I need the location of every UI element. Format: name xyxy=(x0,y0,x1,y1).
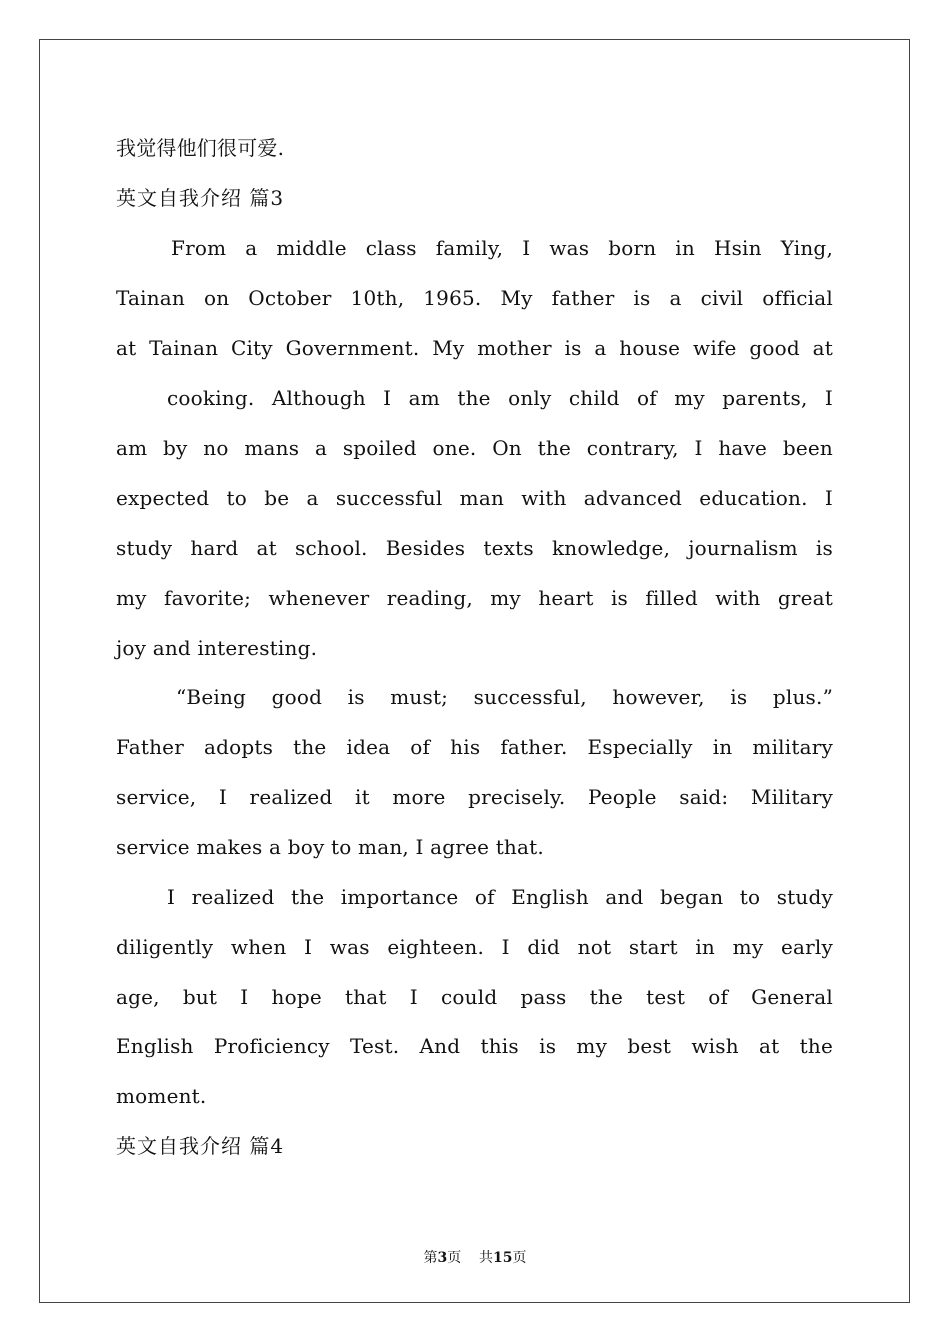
paragraph-1-line-9: joy and interesting. xyxy=(116,636,318,660)
footer-total-suffix: 页 xyxy=(512,1250,527,1266)
section-heading-4: 英文自我介绍 篇4 xyxy=(116,1134,285,1158)
section-heading-3: 英文自我介绍 篇3 xyxy=(116,186,285,210)
paragraph-1-line-7: study hard at school. Besides texts knowledge, journalism is xyxy=(116,536,833,560)
paragraph-2-line-1: “Being good is must; successful, however, is plus.” xyxy=(176,685,833,709)
paragraph-1-line-8: my favorite; whenever reading, my heart is filled with great xyxy=(116,586,833,610)
paragraph-1-line-2: Tainan on October 10th, 1965. My father is a civil official xyxy=(116,286,833,310)
footer-total-pages: 15 xyxy=(493,1250,513,1266)
footer-total-prefix: 共 xyxy=(479,1250,494,1266)
paragraph-2-line-3: service, I realized it more precisely. People said: Military xyxy=(116,785,833,809)
paragraph-1-line-3: at Tainan City Government. My mother is a house wife good at xyxy=(116,336,833,360)
page-footer xyxy=(0,1247,950,1267)
paragraph-3-line-5: moment. xyxy=(116,1084,207,1108)
paragraph-2-line-4: service makes a boy to man, I agree that. xyxy=(116,835,544,859)
paragraph-1-line-5: am by no mans a spoiled one. On the contrary, I have been xyxy=(116,436,833,460)
paragraph-3-line-3: age, but I hope that I could pass the test of General xyxy=(116,985,833,1009)
paragraph-2-line-2: Father adopts the idea of his father. Especially in military xyxy=(116,735,833,759)
paragraph-1-line-6: expected to be a successful man with advanced education. I xyxy=(116,486,833,510)
paragraph-1-line-1: From a middle class family, I was born in Hsin Ying, xyxy=(171,236,833,260)
text-line-chinese: 我觉得他们很可爱. xyxy=(116,136,285,160)
footer-page-suffix: 页 xyxy=(447,1250,462,1266)
paragraph-3-line-4: English Proficiency Test. And this is my best wish at the xyxy=(116,1034,833,1058)
footer-page-prefix: 第 xyxy=(423,1250,438,1266)
footer-page-number: 3 xyxy=(437,1250,448,1266)
paragraph-1-line-4: cooking. Although I am the only child of my parents, I xyxy=(167,386,833,410)
paragraph-3-line-1: I realized the importance of English and began to study xyxy=(167,885,833,909)
page-border xyxy=(39,39,910,1303)
paragraph-3-line-2: diligently when I was eighteen. I did not start in my early xyxy=(116,935,833,959)
